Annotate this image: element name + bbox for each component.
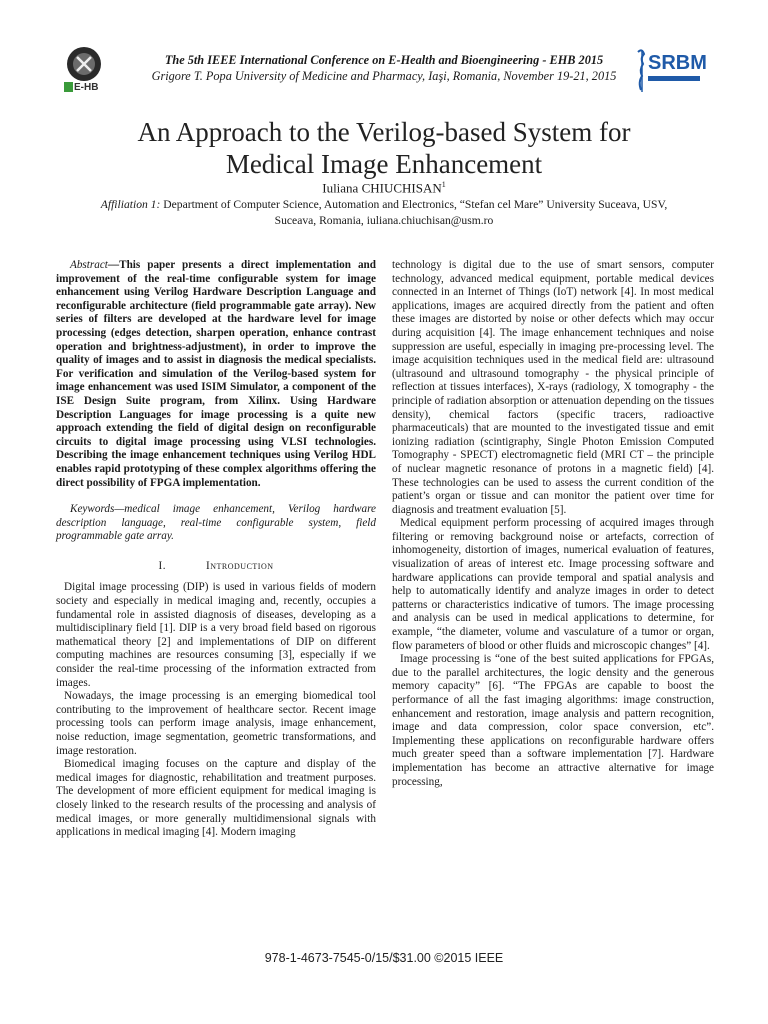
author (60, 180, 708, 196)
conference-header (110, 53, 658, 84)
conference-line-1: The 5th IEEE International Conference on E-Health and Bioengineering - EHB 2015 (164, 53, 604, 67)
paper-title (60, 116, 708, 180)
copyright-footer: 978-1-4673-7545-0/15/$31.00 ©2015 IEEE (264, 951, 504, 965)
section-heading (56, 560, 376, 574)
left-column (56, 259, 376, 840)
title-line-1: An Approach to the Verilog-based System for (137, 117, 631, 147)
ehb-logo-text: E-HB (74, 82, 99, 93)
section-number: I. (158, 559, 167, 572)
affiliation-line-1: Department of Computer Science, Automation and Electronics, “Stefan cel Mare” University Suceava, USV, (163, 198, 668, 211)
conference-line-2: Grigore T. Popa University of Medicine and Pharmacy, Iaşi, Romania, November 19-21, 2015 (151, 68, 617, 83)
abstract-text: —This paper presents a direct implementation and improvement of the real-time configurable system for image enhancement using Verilog Hardware Description Language and reconfigurable architecture (field programmable gate array). New series of filters are developed at the hardware level for image processing (edges detection, sharpen operation, enhance contrast operation and brightness-adjustment), in order to improve the quality of images and to assist in diagnosis the medical specialists. For verification and simulation of the Verilog-based system for image enhancement was used ISIM Simulator, a component of the ISE Design Suite program, from Xilinx. Using Hardware Description Languages for image processing is a quite new approach extending the field of digital design on reconfigurable circuits to digital image processing using VLSI technologies. Describing the image enhancement techniques using Verilog HDL enables rapid prototyping of these complex algorithms offering the direct possibility of FPGA implementation. (56, 259, 376, 489)
abstract (56, 259, 376, 490)
affiliation-line-2: Suceava, Romania, iuliana.chiuchisan@usm.ro (274, 214, 494, 227)
section-title: Introduction (206, 559, 274, 572)
keywords: Keywords—medical image enhancement, Verilog hardware description language, real-time configurable system, field programmable gate array. (56, 503, 376, 543)
left-paragraph: Nowadays, the image processing is an emerging biomedical tool contributing to the improvement of healthcare sector. Recent image processing tools can perform image analysis, image enhancement, noise reduction, image segmentation, geometric transformations, and image restoration. (56, 690, 376, 757)
affiliation (64, 197, 704, 229)
right-paragraph: technology is digital due to the use of smart sensors, computer technology, advanced medical equipment, portable medical devices connected in an Internet of Things (IoT) network [4]. In most medical applications, images are acquired directly from the patient and often these images are distorted by noise or other defects which may occur during acquisition [4]. The image enhancement techniques and noise suppression are useful, especially in imaging pre-processing level. The image acquisition techniques used in the medical field are: ultrasound (ultrasound and ultrasound tomography - the physical principle of reflection at tissues interfaces), X-rays (radiology, X tomography - the principle of radiation absorption or attenuation depending on the tissues density), chemical factors (specific tracers, radioactive pharmaceuticals) that are mounted to the investigated tissue and emit ionizing radiation (scintigraphy, Single Photon Emission Computed Tomography - SPECT) electromagnetic field (MRI CT – the principle of nuclear magnetic resonance of protons in a magnetic field) [4]. These technologies can be used to assess the current condition of the patient’s organ or tissue and can monitor the patient over time for diagnosis and treatment evaluation [5]. (392, 259, 714, 516)
left-paragraph: Digital image processing (DIP) is used in various fields of modern society and especially in medical imaging and, recently, occupies a fundamental role in assisted diagnosis of diseases, developing as a multidisciplinary field [1]. DIP is a very broad field based on rigorous mathematical theory [2] and implementations of DIP on different computing machines are resources consuming [3], especially if we consider the real-time processing of the information extracted from images. (56, 581, 376, 689)
title-line-2: Medical Image Enhancement (225, 149, 543, 179)
ehb-logo (62, 44, 110, 96)
srbm-logo (632, 46, 707, 94)
right-column (392, 259, 714, 789)
srbm-logo-text: SRBM (648, 52, 707, 74)
affiliation-label: Affiliation 1: (100, 198, 161, 211)
right-paragraph: Medical equipment perform processing of acquired images through filtering or removing background noise or artefacts, correction of inhomogeneity, distortion of images, numerical evaluation of features, visualization of areas of interest etc. Image processing software and hardware applications can provide temporal and spatial analysis and help to automatically identify and analyze images in order to detect patterns or characteristics indicative of tumors. The image processing and analysis can be used in medical applications to determine, for example, “the diameter, volume and vasculature of a tumor or organ, flow parameters of blood or other fluids and microscopic changes” [4]. (392, 517, 714, 652)
author-name: Iuliana CHIUCHISAN (322, 180, 442, 196)
abstract-label: Abstract (70, 259, 108, 271)
author-sup: 1 (441, 180, 446, 189)
right-paragraph: Image processing is “one of the best suited applications for FPGAs, due to the parallel architectures, the logic density and the generous memory capacity” [6]. “The FPGAs are capable to boost the performance of all the fast imaging algorithms: image construction, enhancement and restoration, image analysis and pattern recognition, image and data compression, color space conversion, etc”. Implementing these applications on reconfigurable hardware offers much greater speed than a software implementation [7]. Hardware implementation has become an attractive alternative for image processing, (392, 653, 714, 788)
left-paragraph: Biomedical imaging focuses on the capture and display of the medical images for diagnostic, rehabilitation and treatment purposes. The development of more efficient equipment for medical imaging is closely linked to the research results of the processing and analysis of medical images, or more generally multidimensional signals with applications in medical imaging [4]. Modern imaging (56, 758, 376, 839)
